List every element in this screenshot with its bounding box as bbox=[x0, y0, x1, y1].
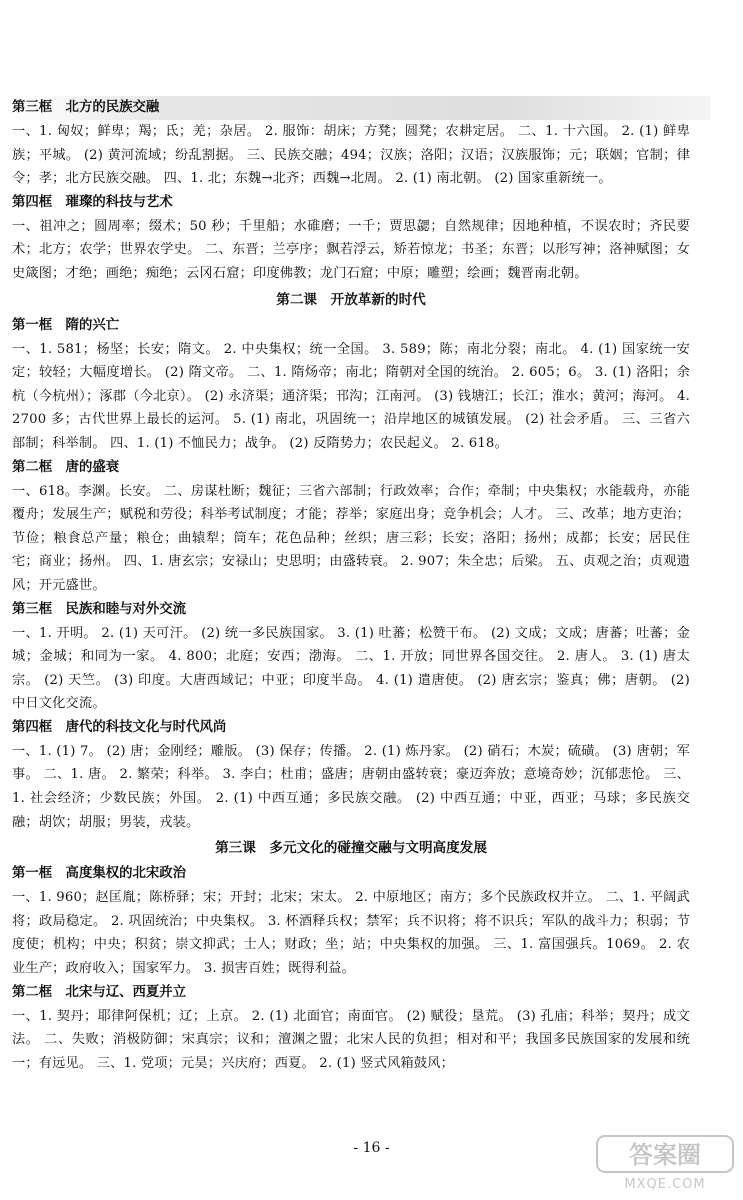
section-title: 第四框 璀璨的科技与艺术 bbox=[12, 194, 173, 210]
section-answers: 一、1. 开明。 2. (1) 天可汗。 (2) 统一多民族国家。 3. (1) 吐蕃；松赞干布。 (2) 文成；文成；唐蕃；吐蕃；金城；金城；和同为一家。 4. 800；北庭；安西；渤海。 二、1. 开放；同世界各国交往。 2. 唐人。 3. (1) 唐太宗。 (2) 天竺。 (3) 印度。大唐西域记；中亚；印度半岛。 4. (1) 遣唐使。 (2) 唐玄宗；鉴真；佛；唐朝。 (2) 中日文化交流。 bbox=[12, 625, 690, 712]
watermark-sub: MXQE.COM bbox=[624, 1177, 706, 1192]
section-title: 第四框 唐代的科技文化与时代风尚 bbox=[12, 719, 227, 735]
watermark-logo bbox=[595, 1132, 735, 1194]
section-title: 第三框 民族和睦与对外交流 bbox=[12, 601, 187, 617]
section-title: 第一框 隋的兴亡 bbox=[12, 317, 120, 333]
lesson-title: 第二课 开放革新的时代 bbox=[276, 291, 426, 308]
page-number: - 16 - bbox=[353, 1140, 390, 1156]
section-answers: 一、1. 匈奴；鲜卑；羯；氐；羌；杂居。 2. 服饰：胡床；方凳；圆凳；农耕定居。 二、1. 十六国。 2. (1) 鲜卑族；平城。 (2) 黄河流域；纷乱割据。 三、民族交融；494；汉族；洛阳；汉语；汉族服饰；元；联姻；官制；律令；孝；北方民族交融。 四、1. 北；东魏→北齐；西魏→北周。 2. (1) 南北朝。 (2) 国家重新统一。 bbox=[12, 124, 690, 187]
section-title: 第三框 北方的民族交融 bbox=[12, 96, 710, 120]
section-answers: 一、1. 581；杨坚；长安；隋文。 2. 中央集权；统一全国。 3. 589；陈；南北分裂；南北。 4. (1) 国家统一安定；较轻；大幅度增长。 (2) 隋文帝。 二、1. 隋炀帝；南北；隋朝对全国的统治。 2. 605；6。 3. (1) 洛阳；余杭（今杭州）；涿郡（今北京）。 (2) 永济渠；通济渠；邗沟；江南河。 (3) 钱塘江；长江；淮水；黄河；海河。 4. 2700 多；古代世界上最长的运河。 5. (1) 南北，巩固统一；沿岸地区的城镇发展。 (2) 社会矛盾。 三、三省六部制；科举制。 四、1. (1) 不恤民力；战争。 (2) 反隋势力；农民起义。 2. 618。 bbox=[12, 341, 690, 451]
section-answers: 一、1. (1) 7。 (2) 唐；金刚经；雕版。 (3) 保存；传播。 2. (1) 炼丹家。 (2) 硝石；木炭；硫磺。 (3) 唐朝；军事。 二、1. 唐。 2. 繁荣；科举。 3. 李白；杜甫；盛唐；唐朝由盛转衰；豪迈奔放；意境奇妙；沉郁悲怆。 三、1. 社会经济；少数民族；外国。 2. (1) 中西互通；多民族交融。 (2) 中西互通；中亚，西亚；马球；多民族交融；胡饮；胡服；男装，戎装。 bbox=[12, 743, 690, 830]
section-title: 第二框 北宋与辽、西夏并立 bbox=[12, 984, 187, 1000]
page-content bbox=[12, 96, 690, 1075]
section-answers: 一、1. 契丹；耶律阿保机；辽；上京。 2. (1) 北面官；南面官。 (2) 赋役；垦荒。 (3) 孔庙；科举；契丹；成文法。 二、失败；消极防御；宋真宗；议和；澶渊之盟；北宋人民的负担；相对和平；我国多民族国家的发展和统一；有远见。 三、1. 党项；元昊；兴庆府；西夏。 2. (1) 竖式风箱鼓风； bbox=[12, 1008, 690, 1071]
section-title: 第一框 高度集权的北宋政治 bbox=[12, 866, 187, 882]
section-answers: 一、1. 960；赵匡胤；陈桥驿；宋；开封；北宋；宋太。 2. 中原地区；南方；多个民族政权并立。 二、1. 平阔武将；政局稳定。 2. 巩固统治；中央集权。 3. 杯酒释兵权；禁军；兵不识将；将不识兵；军队的战斗力；积弱；节度使；机构；中央；积贫；崇文抑武；士人；财政；坐；站；中央集权的加强。 三、1. 富国强兵。1069。 2. 农业生产；政府收入；国家军力。 3. 损害百姓；既得利益。 bbox=[12, 890, 690, 977]
watermark-main: 答案圈 bbox=[629, 1141, 701, 1169]
section-answers: 一、618。李渊。长安。 二、房谋杜断；魏征；三省六部制；行政效率；合作；牵制；中央集权；水能载舟，亦能覆舟；发展生产；赋税和劳役；科举考试制度；才能；荐举；家庭出身；竞争机会；人才。 三、改革；地方吏治；节俭；粮食总产量；粮仓；曲辕犁；筒车；花色品种；丝织；唐三彩；长安；洛阳；扬州；成都；长安；居民住宅；商业；扬州。 四、1. 唐玄宗；安禄山；史思明；由盛转衰。 2. 907；朱全忠；后梁。 五、贞观之治；贞观遗风；开元盛世。 bbox=[12, 483, 690, 593]
section-answers: 一、祖冲之；圆周率；缀术；50 秒；千里船；水碓磨；一千；贾思勰；自然规律；因地种植，不误农时；齐民要术；北方；农学；世界农学史。 二、东晋；兰亭序；飘若浮云，矫若惊龙；书圣；东晋；以形写神；洛神赋图；女史箴图；才绝；画绝；痴绝；云冈石窟；印度佛教；龙门石窟；中原；雕塑；绘画；魏晋南北朝。 bbox=[12, 218, 690, 281]
lesson-title: 第三课 多元文化的碰撞交融与文明高度发展 bbox=[215, 840, 487, 857]
section-title: 第二框 唐的盛衰 bbox=[12, 459, 120, 475]
